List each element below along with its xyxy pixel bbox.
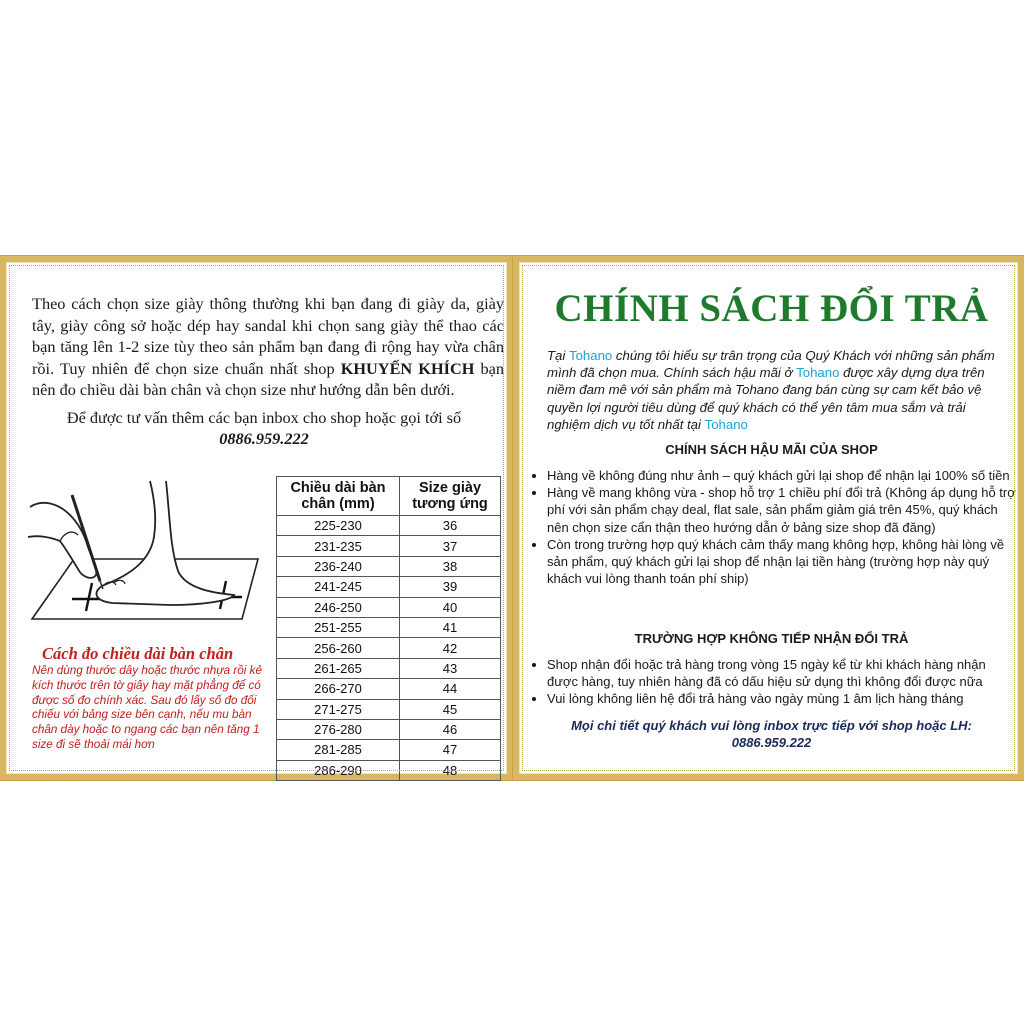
size-guide-panel — [0, 256, 513, 780]
table-row — [277, 679, 501, 699]
shoe-size-cell: 48 — [400, 760, 501, 780]
intro-seg-2: chúng tôi hiểu sự trân trọng của Quý Khách với những sản phẩm mình đã chọn mua. Chính sách hậu mãi ở — [547, 348, 995, 381]
foot-length-cell: 225-230 — [277, 516, 400, 536]
shoe-size-cell: 40 — [400, 597, 501, 617]
shoe-size-cell: 43 — [400, 658, 501, 678]
foot-length-cell: 236-240 — [277, 556, 400, 576]
shoe-size-cell: 45 — [400, 699, 501, 719]
table-row — [277, 699, 501, 719]
no-return-list — [529, 656, 1017, 708]
foot-length-cell: 281-285 — [277, 740, 400, 760]
table-row — [277, 617, 501, 637]
list-item: • Còn trong trường hợp quý khách cảm thấy mang không hợp, không hài lòng về sản phẩm, quý khách gửi lại shop để nhận lại tiền hàng (trường hợp này quý khách vui lòng thanh toán phí ship) — [547, 536, 1017, 588]
shoe-size-cell: 37 — [400, 536, 501, 556]
foot-length-cell: 241-245 — [277, 577, 400, 597]
foot-length-cell: 286-290 — [277, 760, 400, 780]
section-aftersales-title: CHÍNH SÁCH HẬU MÃI CỦA SHOP — [665, 442, 878, 457]
advice-phone: 0886.959.222 — [219, 429, 309, 448]
aftersales-list — [529, 467, 1017, 587]
table-row — [277, 556, 501, 576]
table-row — [277, 516, 501, 536]
shoe-size-cell: 38 — [400, 556, 501, 576]
shoe-size-cell: 46 — [400, 719, 501, 739]
intro-part1: Theo cách chọn size giày thông thường khi bạn đang đi giày da, giày tây, giày công sở hoặc dép hay sandal khi chọn sang giày thể thao các bạn tăng lên 1-2 size tùy theo sản phẩm bạn đang đi rộng hay vừa chân rồi. Tuy nhiên để chọn size chuẩn nhất shop — [32, 294, 504, 378]
table-row — [277, 740, 501, 760]
shoe-size-cell: 41 — [400, 617, 501, 637]
foot-length-cell: 271-275 — [277, 699, 400, 719]
table-row — [277, 719, 501, 739]
shoe-size-cell: 36 — [400, 516, 501, 536]
intro-part2: bạn nên đo chiều dài bàn chân và chọn size như hướng dẫn bên dưới. — [32, 358, 505, 399]
advice-line: Để được tư vấn thêm các bạn inbox cho shop hoặc gọi tới số — [66, 408, 462, 427]
header-foot-length: Chiều dài bàn chân (mm) — [277, 477, 400, 516]
size-intro-text — [32, 293, 504, 401]
shoe-size-cell: 44 — [400, 679, 501, 699]
intro-emphasis: KHUYẾN KHÍCH — [340, 358, 475, 378]
header-shoe-size: Size giày tương ứng — [400, 477, 501, 516]
return-policy-panel — [513, 256, 1024, 780]
shoe-size-cell: 42 — [400, 638, 501, 658]
advice-text — [24, 407, 504, 449]
measure-description: Nên dùng thước dây hoặc thước nhựa rồi kẻ kích thước trên tờ giấy hay mặt phẳng để có được số đo chính xác. Sau đó lấy số đo đối chiếu với bảng size bên cạnh, nếu mu bàn chân dày hoặc to ngang các bạn nên tăng 1 size đi sẽ thoải mái hơn — [32, 664, 262, 751]
size-table — [276, 476, 501, 781]
list-item: • Hàng về mang không vừa - shop hỗ trợ 1 chiều phí đổi trả (Không áp dụng hỗ trợ phí với sản phẩm chạy deal, flat sale, sản phẩm giảm giá trên 45%, quý khách nên chọn size cẩn thận theo hướng dẫn ở bảng size shop đã đăng) — [547, 484, 1017, 536]
brand-name: Tohano — [796, 365, 840, 381]
shoe-size-cell: 47 — [400, 740, 501, 760]
foot-length-cell: 246-250 — [277, 597, 400, 617]
foot-length-cell: 261-265 — [277, 658, 400, 678]
intro-seg-3: được xây dựng dựa trên niềm đam mê với sản phẩm mà Tohano đang bán cùng sự cam kết bảo vệ quyền lợi người tiêu dùng để quý khách có thể yên tâm mua sắm và trải nghiệm dịch vụ tốt nhất tại — [547, 365, 985, 432]
contact-phone: 0886.959.222 — [731, 735, 812, 750]
brand-name: Tohano — [704, 416, 748, 432]
contact-text: Mọi chi tiết quý khách vui lòng inbox trực tiếp với shop hoặc LH: — [571, 718, 972, 733]
foot-length-cell: 231-235 — [277, 536, 400, 556]
table-row — [277, 597, 501, 617]
table-row — [277, 577, 501, 597]
brand-name: Tohano — [568, 348, 613, 363]
table-row — [277, 760, 501, 780]
table-row — [277, 536, 501, 556]
contact-block — [519, 717, 1024, 751]
foot-length-cell: 256-260 — [277, 638, 400, 658]
list-item: • Vui lòng không liên hệ đổi trả hàng vào ngày mùng 1 âm lịch hàng tháng — [547, 690, 1017, 707]
measure-title: Cách đo chiều dài bàn chân — [42, 644, 234, 663]
foot-length-cell: 276-280 — [277, 719, 400, 739]
section-no-return-title: TRƯỜNG HỢP KHÔNG TIẾP NHẬN ĐỔI TRẢ — [634, 631, 909, 646]
size-table-header — [277, 477, 501, 516]
policy-intro — [547, 347, 1007, 433]
list-item: • Shop nhận đổi hoặc trả hàng trong vòng 15 ngày kể từ khi khách hàng nhận được hàng, tuy nhiên hàng đã có dấu hiệu sử dụng thì không đổi được nữa — [547, 656, 1017, 690]
shoe-size-cell: 39 — [400, 577, 501, 597]
foot-length-cell: 266-270 — [277, 679, 400, 699]
intro-seg-1: Tại — [547, 348, 569, 363]
table-row — [277, 658, 501, 678]
list-item: • Hàng về không đúng như ảnh – quý khách gửi lại shop để nhận lại 100% số tiền — [547, 467, 1017, 484]
policy-title: CHÍNH SÁCH ĐỔI TRẢ — [554, 287, 989, 330]
table-row — [277, 638, 501, 658]
foot-length-cell: 251-255 — [277, 617, 400, 637]
foot-measuring-icon — [20, 477, 272, 625]
